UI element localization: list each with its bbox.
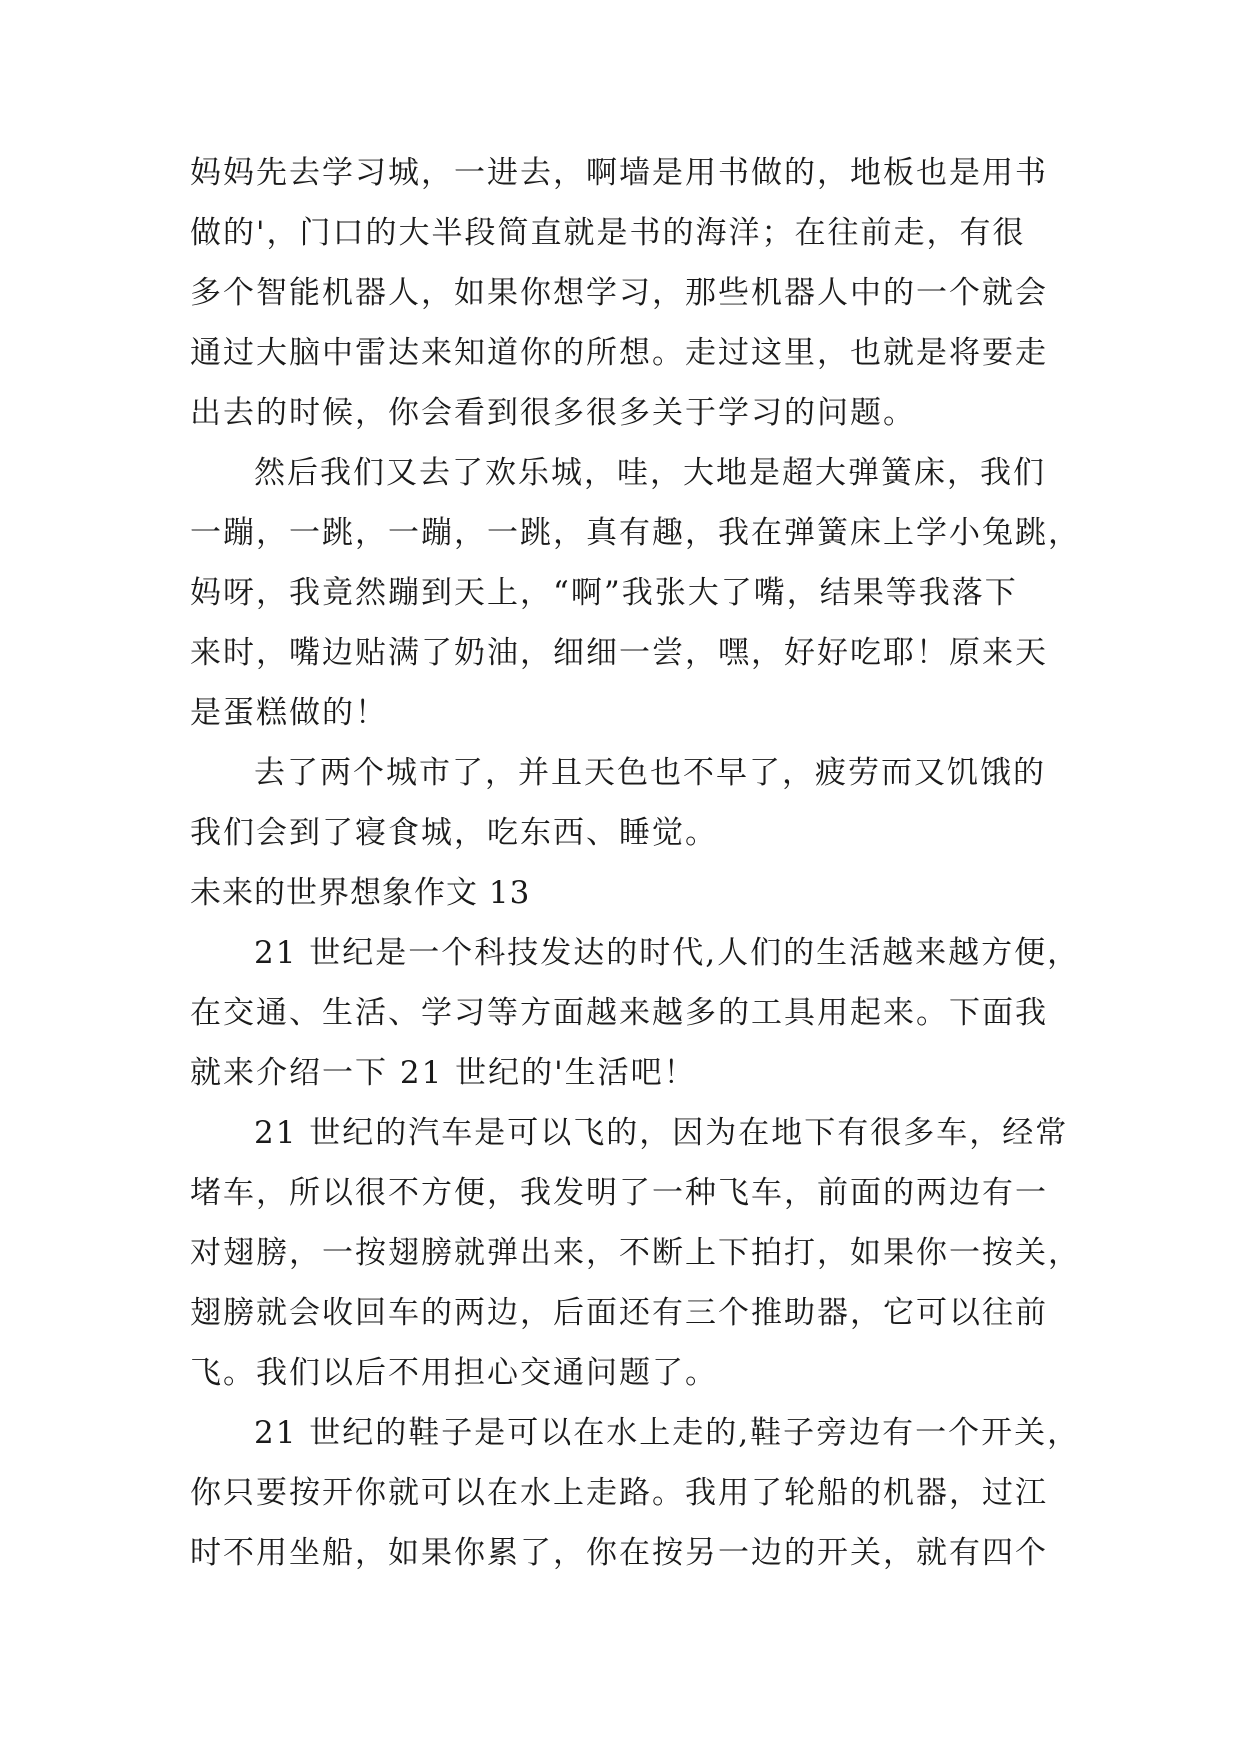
document-body <box>190 143 1081 1583</box>
text-line: 多个智能机器人，如果你想学习，那些机器人中的一个就会 <box>190 275 1048 311</box>
text-line: 去了两个城市了，并且天色也不早了，疲劳而又饥饿的 <box>254 755 1046 791</box>
text-line: 妈妈先去学习城，一进去，啊墙是用书做的，地板也是用书 <box>190 155 1048 191</box>
section-heading: 未来的世界想象作文 13 <box>190 875 531 911</box>
text-line: 就来介绍一下 21 世纪的'生活吧！ <box>190 1055 697 1091</box>
text-line: 来时，嘴边贴满了奶油，细细一尝，嘿，好好吃耶！原来天 <box>190 635 1048 671</box>
text-line: 做的'，门口的大半段简直就是书的海洋；在往前走，有很 <box>190 215 1026 251</box>
text-line: 妈呀，我竟然蹦到天上，“啊”我张大了嘴，结果等我落下 <box>190 575 1018 611</box>
text-line: 一蹦，一跳，一蹦，一跳，真有趣，我在弹簧床上学小兔跳， <box>190 515 1081 551</box>
text-line: 飞。我们以后不用担心交通问题了。 <box>190 1355 718 1391</box>
text-line: 21 世纪的鞋子是可以在水上走的,鞋子旁边有一个开关， <box>254 1415 1081 1451</box>
text-line: 在交通、生活、学习等方面越来越多的工具用起来。下面我 <box>190 995 1048 1031</box>
text-line: 通过大脑中雷达来知道你的所想。走过这里，也就是将要走 <box>190 335 1048 371</box>
text-line: 对翅膀，一按翅膀就弹出来，不断上下拍打，如果你一按关， <box>190 1235 1081 1271</box>
text-line: 时不用坐船，如果你累了，你在按另一边的开关，就有四个 <box>190 1535 1048 1571</box>
text-line: 21 世纪的汽车是可以飞的，因为在地下有很多车，经常 <box>254 1115 1069 1151</box>
text-line: 你只要按开你就可以在水上走路。我用了轮船的机器，过江 <box>190 1475 1048 1511</box>
text-line: 翅膀就会收回车的两边，后面还有三个推助器，它可以往前 <box>190 1295 1048 1331</box>
text-line: 出去的时候，你会看到很多很多关于学习的问题。 <box>190 395 916 431</box>
text-line: 21 世纪是一个科技发达的时代,人们的生活越来越方便， <box>254 935 1081 971</box>
text-line: 然后我们又去了欢乐城，哇，大地是超大弹簧床，我们 <box>254 455 1046 491</box>
text-line: 堵车，所以很不方便，我发明了一种飞车，前面的两边有一 <box>190 1175 1048 1211</box>
text-line: 是蛋糕做的！ <box>190 695 388 731</box>
text-line: 我们会到了寝食城，吃东西、睡觉。 <box>190 815 718 851</box>
